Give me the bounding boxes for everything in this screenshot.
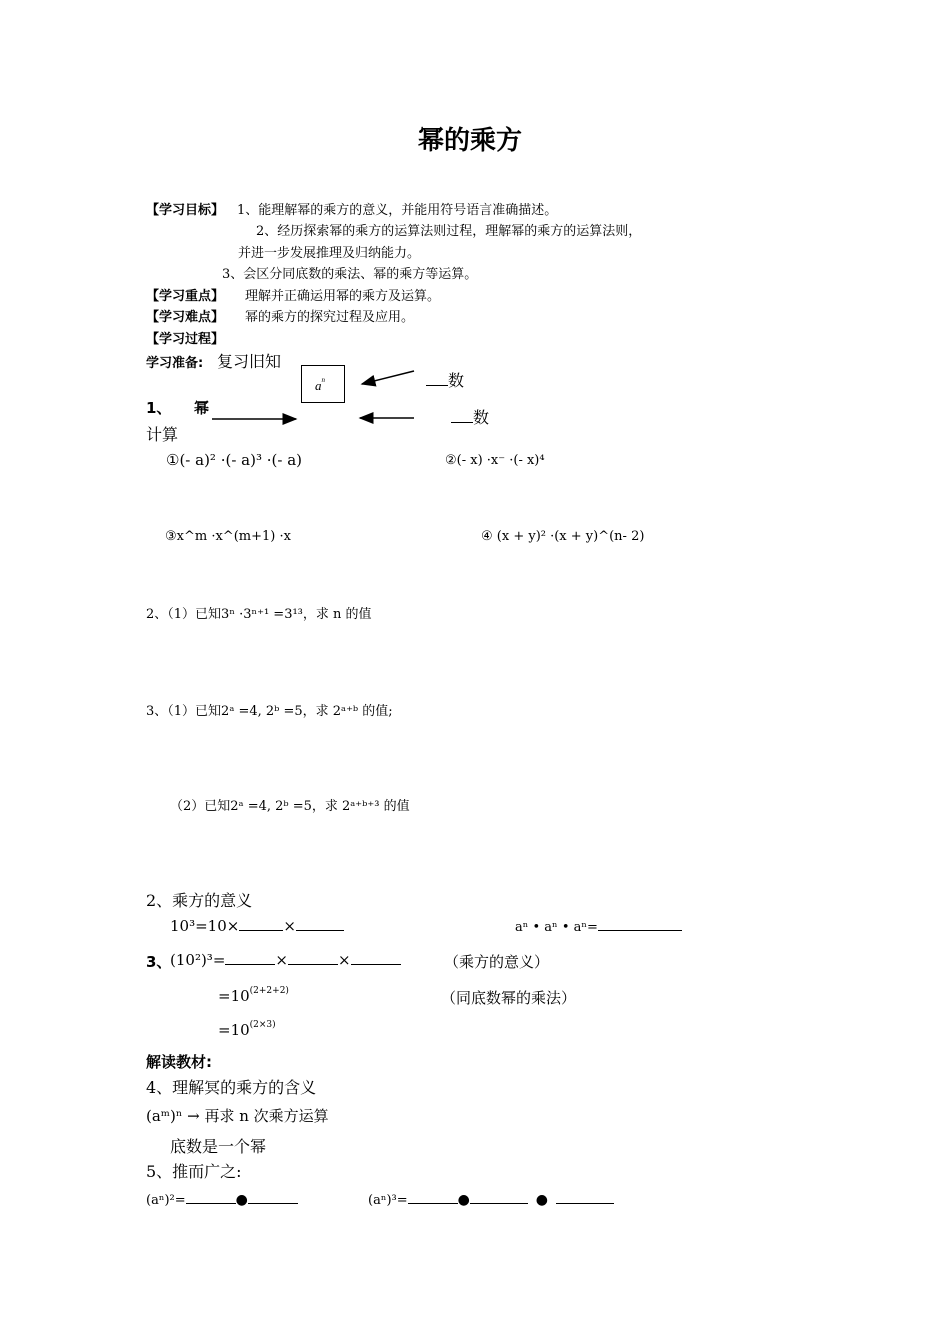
read-note: 底数是一个幂: [170, 1137, 267, 1156]
problem-3: ③x^m ·x^(m+1) ·x: [165, 529, 291, 544]
problem-1: ①(- a)² ·(- a)³ ·(- a): [166, 451, 302, 469]
generalize-2: (aⁿ)³= ● ●: [368, 1191, 614, 1208]
objectives-label: 【学习目标】: [146, 203, 225, 218]
section-3-line-2: $=10^{(2+2+2)}$: [218, 986, 289, 1005]
base-label: 数: [451, 405, 489, 428]
meaning-line-1: 10³=10× ×: [170, 917, 344, 935]
read-heading: 解读教材:: [146, 1053, 212, 1071]
read-item-4: 4、理解冥的乘方的含义: [146, 1078, 317, 1097]
page-title: 幂的乘方: [418, 126, 523, 156]
prep-label: 学习准备:: [146, 356, 204, 371]
process-label: 【学习过程】: [146, 332, 225, 347]
read-item-5: 5、推而广之:: [146, 1162, 242, 1181]
difficulty-label: 【学习难点】: [146, 310, 225, 325]
exponent-label: 数: [426, 368, 464, 391]
section-3-line-3: $=10^{(2\times 3)}$: [218, 1020, 276, 1039]
prep-text: 复习旧知: [217, 352, 282, 371]
objective-2a: 2、经历探索幂的乘方的运算法则过程，理解幂的乘方的运算法则，: [256, 224, 642, 239]
note-same-base: （同底数幂的乘法）: [441, 989, 577, 1007]
meaning-line-1-right: aⁿ • aⁿ • aⁿ=: [515, 918, 682, 935]
problem-4: ④ (x + y)² ·(x + y)^(n- 2): [481, 529, 645, 544]
generalize-1: (aⁿ)²= ●: [146, 1191, 298, 1208]
objective-3: 3、会区分同底数的乘法、幂的乘方等运算。: [222, 267, 478, 282]
question-3-part-2: （2）已知2ᵃ =4, 2ᵇ =5，求 2ᵃ⁺ᵇ⁺³ 的值: [170, 799, 410, 814]
meaning-heading: 2、乘方的意义: [146, 891, 253, 910]
compute-label: 计算: [146, 425, 179, 444]
arrow-exponent: [362, 371, 414, 384]
read-formula: (aᵐ)ⁿ → 再求 n 次乘方运算: [146, 1107, 329, 1125]
key-point-label: 【学习重点】: [146, 289, 225, 304]
difficulty-text: 幂的乘方的探究过程及应用。: [245, 310, 415, 325]
section-3-line-1: (10²)³= × ×: [170, 951, 401, 969]
question-3-part-1: 3、（1）已知2ᵃ =4, 2ᵇ =5，求 2ᵃ⁺ᵇ 的值;: [146, 704, 393, 719]
key-point-text: 理解并正确运用幂的乘方及运算。: [245, 289, 441, 304]
objective-1: 1、能理解幂的乘方的意义，并能用符号语言准确描述。: [237, 203, 558, 218]
objective-2b: 并进一步发展推理及归纳能力。: [238, 246, 421, 261]
section-3-label: 3、: [146, 953, 172, 971]
item-1-power: 幂: [194, 399, 210, 417]
note-power-meaning: （乘方的意义）: [444, 953, 550, 971]
item-1-number: 1、: [146, 399, 172, 417]
box-base: $a^n$: [315, 376, 325, 393]
problem-2: ②(- x) ·x⁻ ·(- x)⁴: [445, 453, 545, 468]
question-2: 2、（1）已知3ⁿ ·3ⁿ⁺¹ =3¹³，求 n 的值: [146, 607, 372, 622]
